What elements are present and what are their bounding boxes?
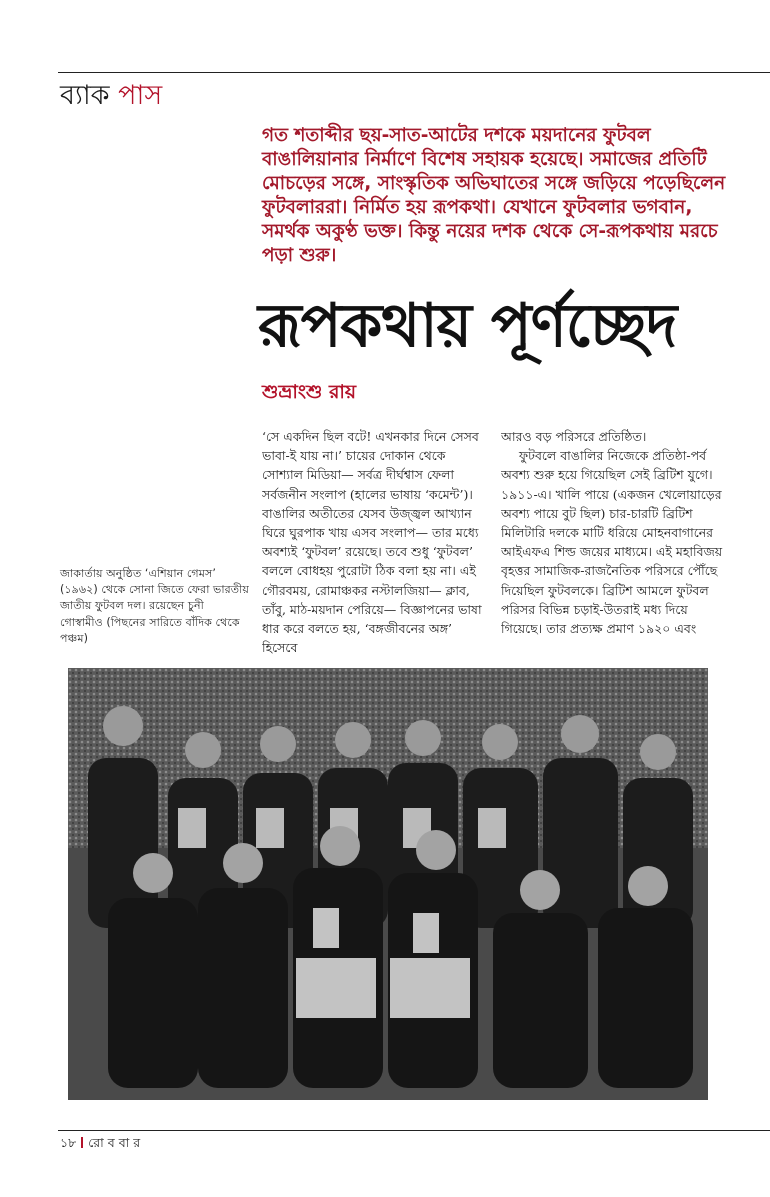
photo-caption: জাকার্তায় অনুষ্ঠিত ‘এশিয়ান গেমস’ (১৯৬২) থেকে সোনা জিতে ফেরা ভারতীয় জাতীয় ফুটবল দল। রয়েছেন চুনী গোস্বামীও (পিছনের সারিতে বাঁদিক থেকে পঞ্চম) <box>60 567 249 645</box>
team-photo-icon <box>68 668 708 1100</box>
section-word-2: পাস <box>118 80 163 111</box>
article-headline: রূপকথায় পূর্ণচ্ছেদ <box>258 291 677 361</box>
body-paragraph: ‘সে একদিন ছিল বটে! এখনকার দিনে সেসব ভাবা-ই যায় না।’ চায়ের দোকান থেকে সোশ্যাল মিডিয়া— সর্বত্র দীর্ঘশ্বাস ফেলা সর্বজনীন সংলাপ (হালের ভাষায় ‘কমেন্ট’)। বাঙালির অতীতের যেসব উজ্জ্বল আখ্যান ঘিরে ঘুরপাক খায় এসব সংলাপ— তার মধ্যে অবশ্যই ‘ফুটবল’ রয়েছে। তবে শুধু ‘ফুটবল’ বললে বোধহয় পুরোটা ঠিক বলা হয় না। এই গৌরবময়, রোমাঞ্চকর নস্টালজিয়া— ক্লাব, তাঁবু, মাঠ-ময়দান পেরিয়ে— বিজ্ঞাপনের ভাষা ধার করে বলতে হয়, ‘বঙ্গজীবনের অঙ্গ’ হিসেবে <box>262 429 482 656</box>
magazine-name: রো ব বা র <box>88 1135 141 1150</box>
body-column-2 <box>501 427 729 665</box>
body-paragraph: ফুটবলে বাঙালির নিজেকে প্রতিষ্ঠা-পর্ব অবশ্য শুরু হয়ে গিয়েছিল সেই ব্রিটিশ যুগে। ১৯১১-এ। খালি পায়ে (একজন খেলোয়াড়ের অবশ্য পায়ে বুট ছিল) চার-চারটি ব্রিটিশ মিলিটারি দলকে মাটি ধরিয়ে মোহনবাগানের আইএফএ শিল্ড জয়ের মাধ্যমে। এই মহাবিজয় বৃহত্তর সামাজিক-রাজনৈতিক পরিসরে পৌঁছে দিয়েছিল ফুটবলকে। ব্রিটিশ আমলে ফুটবল পরিসর বিভিন্ন চড়াই-উতরাই মধ্য দিয়ে গিয়েছে। তার প্রত্যক্ষ প্রমাণ ১৯২০ এবং <box>501 448 723 637</box>
page-footer <box>60 1134 140 1152</box>
section-heading <box>60 76 162 116</box>
team-photo <box>68 668 708 1100</box>
body-column-1 <box>262 427 490 665</box>
footer-divider <box>81 1137 83 1148</box>
byline: শুভ্রাংশু রায় <box>262 381 357 403</box>
bottom-rule <box>58 1130 770 1131</box>
top-rule <box>58 72 770 73</box>
article-deck: গত শতাব্দীর ছয়-সাত-আটের দশকে ময়দানের ফুটবল বাঙালিয়ানার নির্মাণে বিশেষ সহায়ক হয়েছে। সমাজের প্রতিটি মোচড়ের সঙ্গে, সাংস্কৃতিক অভিঘাতের সঙ্গে জড়িয়ে পড়েছিলেন ফুটবলাররা। নির্মিত হয় রূপকথা। যেখানে ফুটবলার ভগবান, সমর্থক অকুণ্ঠ ভক্ত। কিন্তু নয়ের দশক থেকে সে-রূপকথায় মরচে পড়া শুরু। <box>262 125 726 266</box>
body-paragraph: আরও বড় পরিসরে প্রতিষ্ঠিত। <box>501 429 647 444</box>
page-number: ১৮ <box>60 1135 77 1150</box>
section-word-1: ব্যাক <box>60 80 110 111</box>
